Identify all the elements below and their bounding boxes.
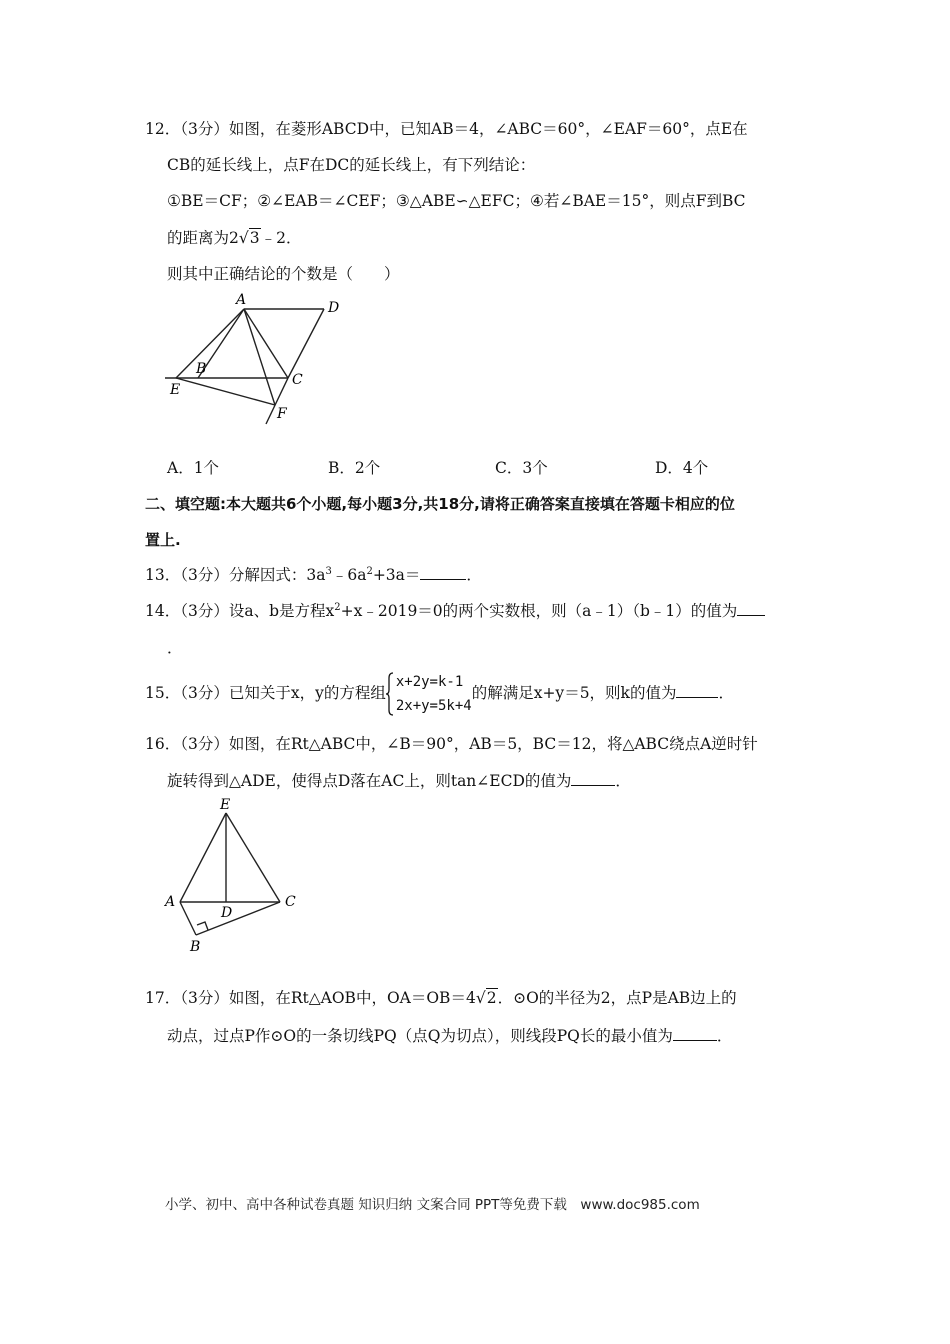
label-c: C bbox=[292, 372, 303, 388]
sqrt-sign: √ bbox=[475, 989, 486, 1007]
q15 bbox=[145, 670, 734, 718]
label-a: A bbox=[236, 292, 247, 308]
q13-exp-1: 3 bbox=[325, 565, 332, 577]
rhombus-figure bbox=[160, 290, 360, 430]
q13-term-2: ﹣6a bbox=[331, 566, 367, 584]
section-heading: 二、填空题:本大题共6个小题,每小题3分,共18分,请将正确答案直接填在答题卡相应的位 bbox=[145, 495, 735, 513]
q13-exp-2: 2 bbox=[366, 565, 373, 577]
q13-answer-blank[interactable] bbox=[420, 565, 466, 580]
q17-answer-blank[interactable] bbox=[673, 1026, 717, 1041]
label-e: E bbox=[220, 797, 231, 813]
q15-text: 15．（3分）已知关于x，y的方程组 bbox=[145, 684, 386, 702]
brace-icon bbox=[386, 672, 394, 716]
q17-text-tail: ．⊙O的半径为2，点P是AB边上的 bbox=[497, 989, 737, 1007]
sqrt-radicand: 2 bbox=[486, 989, 497, 1007]
option-b[interactable]: B．2个 bbox=[328, 459, 381, 477]
label-f: F bbox=[277, 406, 287, 422]
q12-line-4-text: 的距离为2 bbox=[167, 229, 239, 247]
q17-text-2: 动点，过点P作⊙O的一条切线PQ（点Q为切点），则线段PQ长的最小值为 bbox=[167, 1027, 673, 1045]
sqrt-sign: √ bbox=[238, 229, 249, 247]
q16-line-2 bbox=[167, 771, 631, 791]
q17-end: ． bbox=[716, 1027, 733, 1045]
q13-term-3: +3a＝ bbox=[372, 566, 421, 584]
q15-answer-blank[interactable] bbox=[676, 683, 718, 698]
label-a: A bbox=[165, 894, 176, 910]
q14-end: ． bbox=[167, 639, 183, 657]
q14-exp: 2 bbox=[334, 601, 341, 613]
q17-text: 17．（3分）如图，在Rt△AOB中，OA＝OB＝4 bbox=[145, 989, 476, 1007]
equation-1: x+2y=k-1 bbox=[395, 674, 464, 690]
q13-text: 13．（3分）分解因式：3a bbox=[145, 566, 326, 584]
q13 bbox=[145, 565, 482, 585]
q16-answer-blank[interactable] bbox=[571, 771, 615, 786]
option-a[interactable]: A．1个 bbox=[167, 459, 220, 477]
q14-text: 14．（3分）设a、b是方程x bbox=[145, 602, 335, 620]
q14-text-tail: +x﹣2019＝0的两个实数根，则（a﹣1）（b﹣1）的值为 bbox=[340, 602, 738, 620]
q12-conclusions: ①BE＝CF；②∠EAB＝∠CEF；③△ABE∽△EFC；④若∠BAE＝15°，则点F到BC bbox=[167, 192, 746, 210]
q15-text-tail: 的解满足x+y＝5，则k的值为 bbox=[471, 684, 677, 702]
label-d: D bbox=[328, 300, 340, 316]
option-d[interactable]: D．4个 bbox=[655, 459, 709, 477]
q16-line-1: 16．（3分）如图，在Rt△ABC中，∠B＝90°，AB＝5，BC＝12，将△ABC绕点A逆时针 bbox=[145, 735, 758, 753]
page-footer: 小学、初中、高中各种试卷真题 知识归纳 文案合同 PPT等免费下载 www.doc985.com bbox=[165, 1197, 700, 1213]
q12-line-4-tail: ﹣2． bbox=[260, 229, 302, 247]
q13-end: ． bbox=[466, 566, 482, 584]
option-c[interactable]: C．3个 bbox=[495, 459, 548, 477]
q12-line-2: CB的延长线上，点F在DC的延长线上，有下列结论： bbox=[167, 156, 536, 174]
q12-question: 则其中正确结论的个数是（ ） bbox=[167, 265, 400, 283]
q12-line-1: 12．（3分）如图，在菱形ABCD中，已知AB＝4，∠ABC＝60°，∠EAF＝60°，点E在 bbox=[145, 120, 748, 138]
section-heading-cont: 置上. bbox=[145, 531, 181, 549]
equation-system bbox=[386, 670, 472, 718]
q17-line-1 bbox=[145, 988, 737, 1008]
q16-text: 旋转得到△ADE，使得点D落在AC上，则tan∠ECD的值为 bbox=[167, 772, 572, 790]
q14 bbox=[145, 601, 765, 621]
q16-end: ． bbox=[615, 772, 631, 790]
equation-2: 2x+y=5k+4 bbox=[395, 698, 472, 714]
sqrt-radicand: 3 bbox=[249, 229, 260, 247]
q17-line-2 bbox=[167, 1026, 732, 1046]
q12-line-4 bbox=[167, 228, 302, 248]
label-b: B bbox=[190, 939, 201, 955]
label-b: B bbox=[196, 361, 207, 377]
label-e: E bbox=[170, 382, 181, 398]
q14-answer-blank[interactable] bbox=[737, 601, 765, 616]
q15-end: ． bbox=[718, 684, 734, 702]
label-c: C bbox=[285, 894, 296, 910]
label-d: D bbox=[221, 905, 233, 921]
rotation-figure bbox=[160, 795, 310, 960]
